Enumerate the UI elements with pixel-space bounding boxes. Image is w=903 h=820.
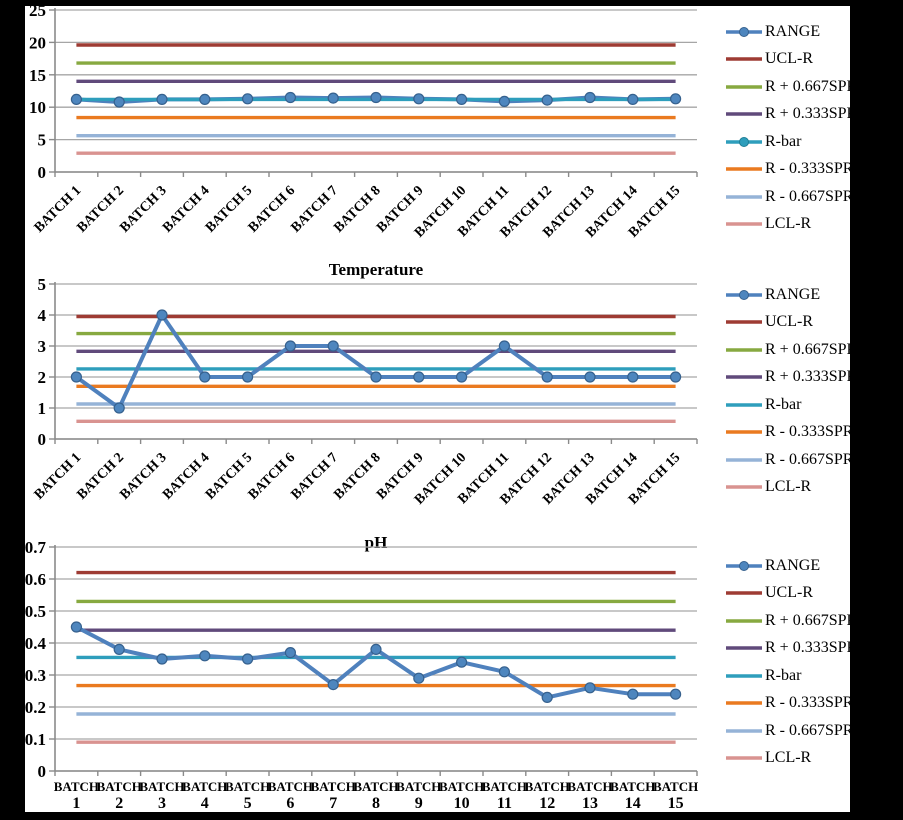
data-point-marker xyxy=(499,96,509,106)
x-tick-label: BATCH 3 xyxy=(117,450,170,503)
x-tick-label-number: 9 xyxy=(414,795,423,812)
temperature-r-chart-plot xyxy=(25,256,727,514)
y-tick-label: 5 xyxy=(37,130,46,150)
y-tick-label: 0.3 xyxy=(25,666,46,685)
x-tick-label-number: 4 xyxy=(200,795,209,812)
legend-item-r-0-667spr xyxy=(725,183,854,211)
legend-swatch-icon xyxy=(725,81,763,93)
ph-chart-title: pH xyxy=(364,533,388,552)
y-tick-label: 4 xyxy=(37,306,46,325)
data-point-marker xyxy=(542,372,552,382)
legend-swatch-icon xyxy=(725,163,763,175)
legend-swatch-icon xyxy=(725,316,763,328)
gridlines xyxy=(49,284,697,439)
y-tick-label: 0.1 xyxy=(25,730,46,749)
legend-label: R-bar xyxy=(765,132,802,150)
x-tick-label: BATCH 11 xyxy=(455,183,513,241)
legend-label: RANGE xyxy=(765,22,821,40)
y-tick-label: 0.7 xyxy=(25,538,46,557)
legend-item-r-0-667spr xyxy=(725,607,858,635)
legend-swatch-icon xyxy=(725,725,763,737)
legend-swatch-icon xyxy=(725,344,763,356)
x-tick-label: BATCH xyxy=(53,779,100,794)
x-tick-label: BATCH 9 xyxy=(374,183,427,236)
data-point-marker xyxy=(243,94,253,104)
data-point-marker xyxy=(328,341,338,351)
legend-label: LCL-R xyxy=(765,215,812,233)
legend-item-r-0-667spr xyxy=(725,717,854,745)
x-tick-label: BATCH xyxy=(139,779,185,794)
legend-swatch-icon xyxy=(725,289,763,301)
data-point-marker xyxy=(328,93,338,103)
data-point-marker xyxy=(200,372,210,382)
data-point-marker xyxy=(585,93,595,103)
legend-swatch-icon xyxy=(725,454,763,466)
legend-swatch-icon xyxy=(725,426,763,438)
legend-label: R-bar xyxy=(765,395,802,413)
y-tick-label: 0 xyxy=(37,163,46,182)
data-point-marker xyxy=(157,310,167,320)
legend-label: R + 0.333SPR xyxy=(765,368,858,386)
y-tick-label: 0.6 xyxy=(25,570,46,589)
x-tick-label: BATCH xyxy=(353,779,399,794)
data-point-marker xyxy=(457,657,467,667)
data-point-marker xyxy=(414,372,424,382)
x-tick-label: BATCH 6 xyxy=(245,183,299,236)
x-tick-label: BATCH 1 xyxy=(31,450,85,503)
legend-label: RANGE xyxy=(765,285,821,303)
x-tick-label: BATCH 3 xyxy=(117,183,170,236)
data-point-marker xyxy=(114,644,124,654)
legend-item-range xyxy=(725,281,850,309)
legend-item-r-bar xyxy=(725,391,850,419)
legend-label: R - 0.667SPR xyxy=(765,450,854,468)
data-point-marker xyxy=(285,341,295,351)
x-tick-label: BATCH 13 xyxy=(540,450,598,508)
data-point-marker xyxy=(114,403,124,413)
x-tick-label: BATCH 14 xyxy=(583,183,641,241)
x-tick-label: BATCH 5 xyxy=(202,450,256,503)
x-tick-label: BATCH 14 xyxy=(583,450,641,508)
x-tick-label-number: 11 xyxy=(496,795,512,812)
y-tick-label: 0.2 xyxy=(25,698,46,717)
x-tick-label: BATCH 10 xyxy=(411,183,470,241)
legend-item-ucl-r xyxy=(725,46,850,74)
data-point-marker xyxy=(243,372,253,382)
data-point-marker xyxy=(328,680,338,690)
legend-item-r-0-333spr xyxy=(725,364,858,392)
legend-swatch-icon xyxy=(725,642,763,654)
legend-item-r-0-333spr xyxy=(725,690,854,718)
data-point-marker xyxy=(71,372,81,382)
data-point-marker xyxy=(371,644,381,654)
legend-swatch-icon xyxy=(725,26,763,38)
legend-label: R-bar xyxy=(765,666,802,684)
legend-swatch-icon xyxy=(725,108,763,120)
data-point-marker xyxy=(157,654,167,664)
y-tick-label: 0.5 xyxy=(25,602,46,621)
x-tick-label: BATCH 2 xyxy=(74,183,128,236)
x-tick-label: BATCH 5 xyxy=(202,183,256,236)
legend-item-r-0-333spr xyxy=(725,101,858,129)
legend-label: R - 0.667SPR xyxy=(765,187,854,205)
y-tick-label: 1 xyxy=(37,399,46,418)
y-axis-labels xyxy=(38,275,47,449)
figure-panel xyxy=(25,6,858,812)
range-series-markers xyxy=(71,93,680,108)
data-point-marker xyxy=(243,654,253,664)
legend-swatch-icon xyxy=(725,615,763,627)
chart-row-range xyxy=(25,6,858,252)
legend-item-r-0-667spr xyxy=(725,73,858,101)
y-tick-label: 25 xyxy=(29,6,46,20)
data-point-marker xyxy=(457,372,467,382)
legend-swatch-icon xyxy=(725,560,763,572)
x-tick-label: BATCH xyxy=(524,779,570,794)
data-point-marker xyxy=(671,94,681,104)
x-tick-label: BATCH xyxy=(224,779,271,794)
ph-r-chart-plot xyxy=(25,530,727,812)
x-tick-label: BATCH 15 xyxy=(625,450,684,508)
data-point-marker xyxy=(285,648,295,658)
y-tick-label: 0 xyxy=(37,762,46,781)
legend-swatch-icon xyxy=(725,481,763,493)
y-tick-label: 2 xyxy=(37,368,46,387)
x-tick-label: BATCH 2 xyxy=(74,450,128,503)
x-tick-label: BATCH 9 xyxy=(374,450,427,503)
legend-label: R + 0.333SPR xyxy=(765,105,858,123)
legend-item-range xyxy=(725,552,850,580)
legend-swatch-icon xyxy=(725,399,763,411)
y-tick-label: 20 xyxy=(29,33,46,53)
legend-item-r-0-333spr xyxy=(725,635,858,663)
x-tick-label: BATCH xyxy=(610,779,656,794)
legend-item-lcl-r xyxy=(725,211,850,239)
legend-item-r-0-333spr xyxy=(725,156,854,184)
range-series-markers xyxy=(71,310,680,413)
legend-swatch-icon xyxy=(725,697,763,709)
legend-label: RANGE xyxy=(765,556,821,574)
data-point-marker xyxy=(671,689,681,699)
legend-label: R - 0.333SPR xyxy=(765,160,854,178)
data-point-marker xyxy=(457,94,467,104)
chart-row-ph xyxy=(25,530,858,812)
gridlines xyxy=(49,10,697,172)
legend-item-range xyxy=(725,18,850,46)
range-chart-legend xyxy=(725,18,858,238)
legend-label: R + 0.667SPR xyxy=(765,340,858,358)
ph-chart-legend xyxy=(725,552,858,772)
legend-item-ucl-r xyxy=(725,309,850,337)
x-axis-labels xyxy=(32,450,684,507)
data-point-marker xyxy=(285,93,295,103)
data-point-marker xyxy=(628,372,638,382)
range-series-line xyxy=(76,315,675,408)
legend-swatch-icon xyxy=(725,136,763,148)
data-point-marker xyxy=(628,689,638,699)
x-tick-label-number: 6 xyxy=(286,795,295,812)
temperature-chart-title: Temperature xyxy=(328,260,424,279)
legend-label: UCL-R xyxy=(765,313,813,331)
y-tick-label: 3 xyxy=(37,337,46,356)
x-tick-label-number: 3 xyxy=(158,795,166,812)
legend-swatch-icon xyxy=(725,218,763,230)
y-tick-label: 0 xyxy=(37,430,46,449)
x-tick-label: BATCH 12 xyxy=(497,183,556,241)
y-tick-label: 10 xyxy=(29,98,46,118)
legend-item-ucl-r xyxy=(725,580,850,608)
x-tick-label: BATCH xyxy=(438,779,485,794)
legend-label: R - 0.333SPR xyxy=(765,694,854,712)
data-point-marker xyxy=(499,341,509,351)
y-axis-labels xyxy=(29,6,46,182)
range-series-markers xyxy=(71,622,680,702)
legend-item-r-bar xyxy=(725,128,850,156)
x-tick-label: BATCH xyxy=(652,779,699,794)
data-point-marker xyxy=(628,94,638,104)
data-point-marker xyxy=(71,622,81,632)
x-tick-label: BATCH 13 xyxy=(540,183,598,241)
y-axis-labels xyxy=(25,538,47,781)
data-point-marker xyxy=(414,673,424,683)
data-point-marker xyxy=(371,93,381,103)
data-point-marker xyxy=(71,94,81,104)
x-tick-label: BATCH xyxy=(96,779,142,794)
legend-item-r-0-333spr xyxy=(725,419,854,447)
legend-label: UCL-R xyxy=(765,584,813,602)
x-tick-label-number: 10 xyxy=(453,795,470,812)
legend-swatch-icon xyxy=(725,53,763,65)
x-tick-label: BATCH 6 xyxy=(245,450,299,503)
data-point-marker xyxy=(200,651,210,661)
legend-label: R + 0.667SPR xyxy=(765,611,858,629)
data-point-marker xyxy=(499,667,509,677)
x-tick-label: BATCH 10 xyxy=(411,450,470,508)
y-tick-label: 5 xyxy=(37,275,46,294)
x-tick-label: BATCH 7 xyxy=(288,183,342,236)
x-tick-label: BATCH xyxy=(567,779,613,794)
data-point-marker xyxy=(542,692,552,702)
x-tick-label: BATCH 15 xyxy=(625,183,684,241)
y-tick-label: 0.4 xyxy=(25,634,46,653)
legend-label: R - 0.667SPR xyxy=(765,721,854,739)
legend-swatch-icon xyxy=(725,670,763,682)
x-tick-label-number: 1 xyxy=(72,795,81,812)
data-point-marker xyxy=(371,372,381,382)
x-tick-label-number: 2 xyxy=(115,795,124,812)
data-point-marker xyxy=(114,97,124,107)
legend-item-r-0-667spr xyxy=(725,446,854,474)
data-point-marker xyxy=(671,372,681,382)
x-axis-labels xyxy=(54,779,698,812)
legend-item-r-bar xyxy=(725,662,850,690)
x-tick-label: BATCH 12 xyxy=(497,450,556,508)
legend-item-lcl-r xyxy=(725,474,850,502)
x-tick-label: BATCH xyxy=(310,779,356,794)
y-tick-label: 15 xyxy=(29,65,46,85)
x-tick-label: BATCH 8 xyxy=(331,183,384,236)
x-axis-labels xyxy=(32,183,684,240)
x-tick-label: BATCH xyxy=(396,779,442,794)
x-tick-label: BATCH xyxy=(267,779,314,794)
x-tick-label: BATCH 4 xyxy=(160,183,213,236)
legend-swatch-icon xyxy=(725,752,763,764)
data-point-marker xyxy=(200,94,210,104)
temperature-chart-legend xyxy=(725,281,858,501)
x-tick-label: BATCH 1 xyxy=(31,183,85,236)
x-tick-label: BATCH xyxy=(182,779,228,794)
data-point-marker xyxy=(585,372,595,382)
data-point-marker xyxy=(542,95,552,105)
legend-item-lcl-r xyxy=(725,745,850,773)
legend-swatch-icon xyxy=(725,371,763,383)
x-tick-label-number: 7 xyxy=(329,795,338,812)
legend-label: LCL-R xyxy=(765,749,812,767)
data-point-marker xyxy=(414,94,424,104)
legend-label: R - 0.333SPR xyxy=(765,423,854,441)
legend-label: R + 0.333SPR xyxy=(765,639,858,657)
legend-swatch-icon xyxy=(725,587,763,599)
legend-swatch-icon xyxy=(725,191,763,203)
legend-label: UCL-R xyxy=(765,50,813,68)
chart-row-temperature xyxy=(25,256,858,514)
data-point-marker xyxy=(585,683,595,693)
range-r-chart-plot xyxy=(25,6,727,252)
x-tick-label-number: 5 xyxy=(243,795,252,812)
x-tick-label: BATCH 7 xyxy=(288,450,342,503)
x-tick-label-number: 15 xyxy=(667,795,684,812)
x-tick-label: BATCH 11 xyxy=(455,450,513,508)
legend-item-r-0-667spr xyxy=(725,336,858,364)
x-tick-label: BATCH 4 xyxy=(160,450,213,503)
data-point-marker xyxy=(157,94,167,104)
x-tick-label: BATCH 8 xyxy=(331,450,384,503)
legend-label: R + 0.667SPR xyxy=(765,77,858,95)
x-tick-label-number: 12 xyxy=(539,795,556,812)
x-tick-label-number: 14 xyxy=(624,795,641,812)
x-tick-label: BATCH xyxy=(481,779,528,794)
legend-label: LCL-R xyxy=(765,478,812,496)
x-tick-label-number: 8 xyxy=(372,795,380,812)
x-tick-label-number: 13 xyxy=(582,795,598,812)
